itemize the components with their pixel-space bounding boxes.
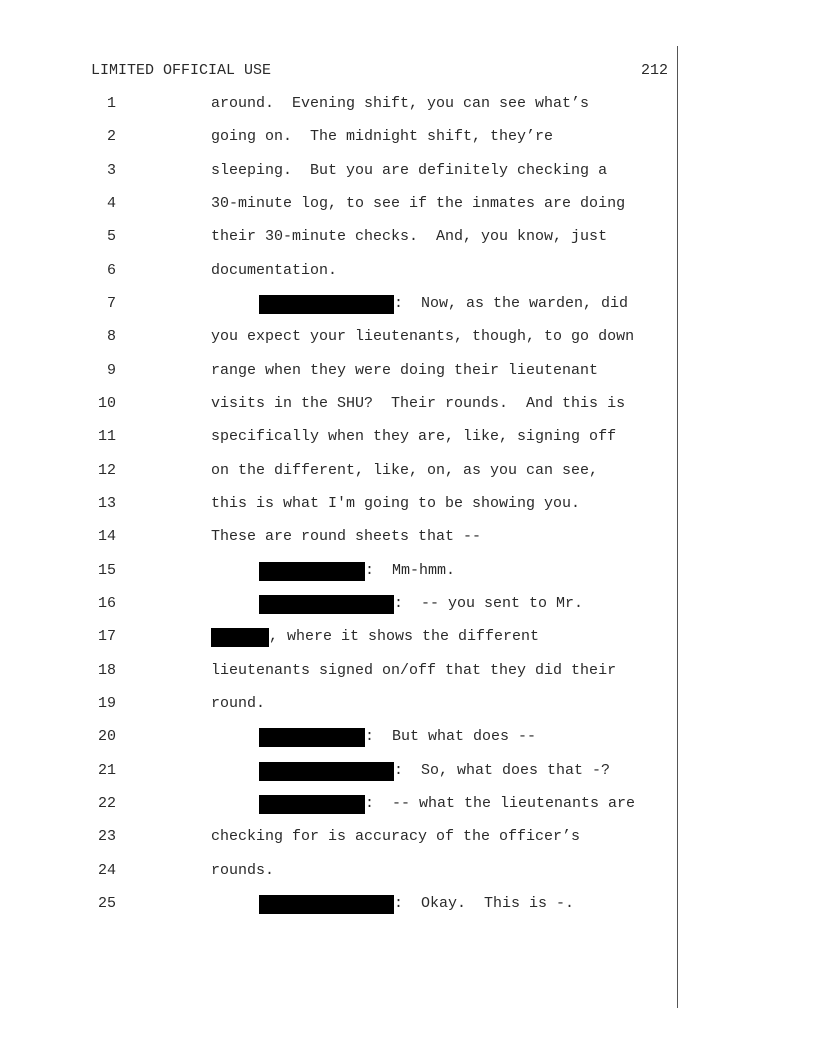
transcript-line [0,159,816,183]
speaker-line [259,559,455,583]
line-text: These are round sheets that -- [211,528,482,545]
line-number: 23 [97,828,116,845]
line-text: checking for is accuracy of the officer’s [211,828,581,845]
page-number: 212 [640,62,668,79]
line-number: 6 [106,262,116,279]
transcript-line [0,192,816,216]
speaker-line [259,792,635,816]
line-text: sleeping. But you are definitely checking a [211,162,608,179]
line-number: 3 [106,162,116,179]
line-number: 21 [97,762,116,779]
line-text: around. Evening shift, you can see what’s [211,95,590,112]
line-text: : Okay. This is -. [394,895,575,912]
line-text: : But what does -- [365,728,537,745]
line-text: you expect your lieutenants, though, to go down [211,328,635,345]
line-number: 15 [97,562,116,579]
line-text: their 30-minute checks. And, you know, just [211,228,608,245]
transcript-line [0,359,816,383]
transcript-line [0,225,816,249]
line-text: this is what I'm going to be showing you. [211,495,581,512]
transcript-line [0,259,816,283]
transcript-line [0,692,816,716]
redacted-speaker-name [259,895,394,914]
line-number: 25 [97,895,116,912]
line-number: 17 [97,628,116,645]
line-text: : -- what the lieutenants are [365,795,636,812]
line-text: 30-minute log, to see if the inmates are doing [211,195,626,212]
redacted-speaker-name [259,762,394,781]
line-text: : Now, as the warden, did [394,295,629,312]
line-number: 11 [97,428,116,445]
classification-header: LIMITED OFFICIAL USE [91,62,272,79]
transcript-line [0,92,816,116]
line-number: 1 [106,95,116,112]
line-text: : Mm-hmm. [365,562,456,579]
transcript-line [0,125,816,149]
line-number: 14 [97,528,116,545]
transcript-line [0,292,816,316]
transcript-line [0,825,816,849]
transcript-line [0,759,816,783]
line-number: 18 [97,662,116,679]
redacted-speaker-name [259,595,394,614]
redacted-speaker-name [259,728,365,747]
redacted-speaker-name [259,562,365,581]
line-number: 12 [97,462,116,479]
line-number: 13 [97,495,116,512]
line-number: 20 [97,728,116,745]
transcript-line [0,892,816,916]
transcript-line [0,625,816,649]
line-text: on the different, like, on, as you can see, [211,462,599,479]
line-text: rounds. [211,862,275,879]
speaker-line [211,625,539,649]
transcript-line [0,392,816,416]
line-number: 2 [106,128,116,145]
line-text: : So, what does that -? [394,762,611,779]
redacted-name [211,628,269,647]
line-text: documentation. [211,262,338,279]
transcript-line [0,592,816,616]
speaker-line [259,759,610,783]
transcript-line [0,659,816,683]
transcript-line [0,525,816,549]
line-number: 16 [97,595,116,612]
line-text: : -- you sent to Mr. [394,595,584,612]
line-number: 9 [106,362,116,379]
transcript-line [0,859,816,883]
line-number: 22 [97,795,116,812]
transcript-line [0,325,816,349]
redacted-speaker-name [259,795,365,814]
transcript-line [0,492,816,516]
line-text: visits in the SHU? Their rounds. And this is [211,395,626,412]
line-number: 24 [97,862,116,879]
line-text: round. [211,695,266,712]
line-text: specifically when they are, like, signing off [211,428,617,445]
transcript-line [0,559,816,583]
transcript-line [0,425,816,449]
line-number: 19 [97,695,116,712]
line-number: 10 [97,395,116,412]
redacted-speaker-name [259,295,394,314]
line-number: 4 [106,195,116,212]
transcript-line [0,459,816,483]
transcript-line [0,725,816,749]
line-text: range when they were doing their lieutenant [211,362,599,379]
line-number: 7 [106,295,116,312]
speaker-line [259,292,628,316]
transcript-line [0,792,816,816]
speaker-line [259,592,583,616]
line-number: 5 [106,228,116,245]
line-text: , where it shows the different [269,628,540,645]
line-number: 8 [106,328,116,345]
line-text: going on. The midnight shift, they’re [211,128,554,145]
speaker-line [259,725,536,749]
speaker-line [259,892,574,916]
line-text: lieutenants signed on/off that they did their [211,662,617,679]
